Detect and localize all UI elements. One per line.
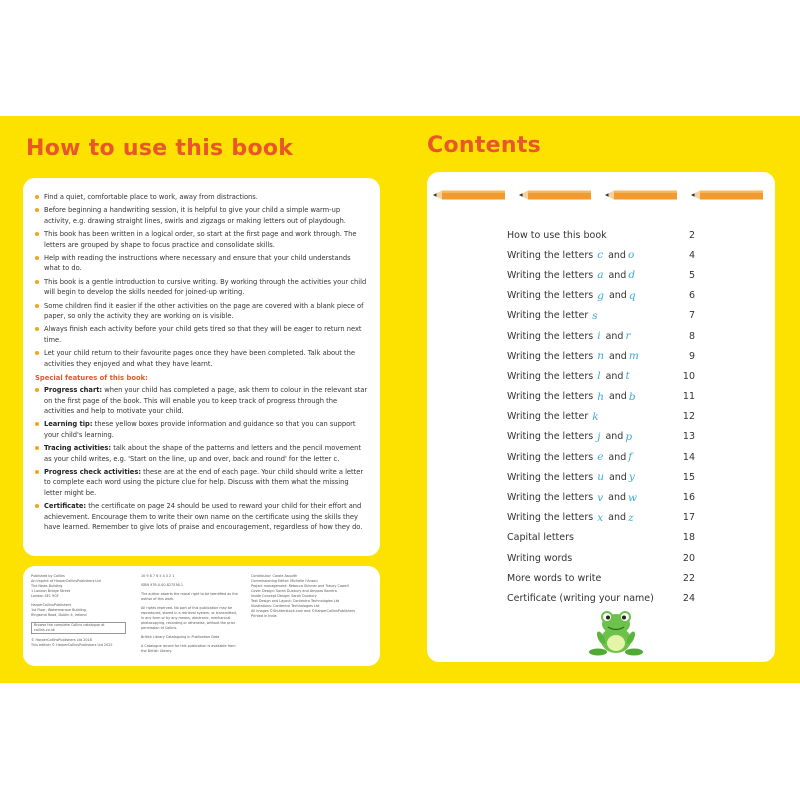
imprint-line: © HarperCollinsPublishers Ltd 2018 — [31, 638, 92, 642]
contents-title-text: Writing the letters — [507, 451, 594, 463]
contents-title — [507, 350, 641, 362]
contents-panel — [427, 172, 775, 662]
cursive-letter: d — [628, 269, 636, 282]
contents-title — [507, 370, 632, 382]
imprint-publisher-lines — [31, 574, 126, 618]
page-number: 18 — [682, 532, 695, 544]
contents-title-text: Writing the letters — [507, 492, 594, 504]
contents-heading: Contents — [427, 133, 542, 158]
contents-and-text: and — [608, 249, 626, 261]
contents-title-text: Writing the letters — [507, 330, 594, 342]
cursive-letter: h — [597, 390, 604, 403]
guidance-item: Let your child return to their favourite pages once they have been completed. Talk about the activities they enjoyed and what they have learnt. — [35, 348, 368, 369]
guidance-item: Help with reading the instructions where necessary and ensure that your child understands what to do. — [35, 253, 368, 274]
contents-title — [507, 269, 637, 281]
contents-title — [507, 411, 601, 423]
guidance-item: Find a quiet, comfortable place to work, away from distractions. — [35, 192, 368, 202]
contents-and-text: and — [608, 492, 627, 504]
cursive-letter: y — [628, 471, 635, 484]
page-number: 4 — [688, 249, 695, 261]
contents-row — [507, 366, 695, 386]
feature-term: Certificate: — [44, 502, 87, 511]
cursive-letter: r — [625, 330, 631, 343]
guidance-list — [23, 178, 380, 369]
cursive-letter: i — [597, 330, 601, 343]
imprint-line: London SE1 9GF — [31, 594, 59, 598]
feature-item — [35, 501, 368, 532]
imprint-line: All images ©Shutterstock.com and ©HarperCollinsPublishers — [251, 609, 356, 613]
feature-text: these are at the end of each page. Your child should write a letter to complete each word using the picture clue for help. Discuss with them what the missing letter might be. — [44, 467, 364, 497]
page-number: 15 — [682, 471, 695, 483]
contents-title-text: Writing the letters — [507, 391, 594, 403]
contents-title-text: Writing the letters — [507, 350, 594, 362]
page-number: 22 — [682, 572, 695, 584]
contents-title-text: Writing the letters — [507, 290, 594, 302]
page-number: 11 — [682, 391, 695, 403]
contents-title — [507, 310, 600, 322]
cursive-letter: t — [625, 370, 630, 383]
imprint-line: The News Building — [31, 584, 63, 588]
contents-title — [507, 512, 636, 524]
contents-row — [507, 387, 695, 407]
feature-item — [35, 467, 368, 498]
contents-title-text: Writing the letters — [507, 471, 594, 483]
page-number: 9 — [688, 350, 695, 362]
cursive-letter: x — [597, 511, 604, 524]
contents-title-text: Writing the letters — [507, 249, 594, 261]
guidance-item: Before beginning a handwriting session, it is helpful to give your child a simple warm-up activity, e.g. drawing straight lines, swirls and zigzags or making letters out of playdough. — [35, 205, 368, 226]
imprint-line: Project management: Rebecca Skinner and Tracey Cowell — [251, 584, 349, 588]
contents-row — [507, 346, 695, 366]
cursive-letter: s — [592, 309, 598, 322]
imprint-line: ISBN 978-0-00-827536-1 — [141, 583, 184, 587]
contents-title-text: Capital letters — [507, 532, 574, 544]
page-number: 2 — [688, 229, 695, 241]
contents-row — [507, 528, 695, 548]
contents-list — [507, 225, 695, 609]
pencil-icon — [605, 189, 677, 201]
contents-row — [507, 265, 695, 285]
page-number: 14 — [682, 451, 695, 463]
imprint-line: Published by Collins — [31, 574, 65, 578]
contents-title — [507, 492, 639, 504]
contents-title-text: More words to write — [507, 572, 602, 584]
imprint-panel — [23, 566, 380, 666]
imprint-line: Cover Design: Sarah Duxbury and Amparo Barrera — [251, 589, 337, 593]
imprint-line: Illustrations: Contentra Technologies Ltd — [251, 604, 320, 608]
imprint-line: 10 9 8 7 6 5 4 3 2 1 — [141, 574, 175, 578]
imprint-line: A Catalogue record for this publication is available from the British Library. — [141, 644, 236, 653]
contents-title-text: Writing the letters — [507, 512, 594, 524]
cursive-letter: z — [628, 511, 634, 524]
feature-text: talk about the shape of the patterns and letters and the pencil movement as your child writes, e.g. 'Start on the line, up and over, back and round' for the letter c. — [44, 444, 361, 463]
cursive-letter: v — [597, 491, 604, 504]
contents-title — [507, 249, 636, 261]
page-number: 12 — [682, 411, 695, 423]
contents-and-text: and — [608, 451, 627, 463]
contents-row — [507, 245, 695, 265]
contents-row — [507, 467, 695, 487]
cursive-letter: f — [628, 451, 633, 464]
contents-title — [507, 451, 634, 463]
imprint-line: HarperCollinsPublishers — [31, 603, 72, 607]
page-number: 10 — [682, 370, 695, 382]
imprint-line: British Library Cataloguing in Publication Data — [141, 635, 220, 639]
contents-and-text: and — [605, 431, 624, 443]
contents-title-text: How to use this book — [507, 229, 607, 241]
cursive-letter: j — [597, 430, 601, 443]
contents-title — [507, 573, 601, 584]
contents-row — [507, 588, 695, 608]
contents-title-text: Writing words — [507, 552, 573, 564]
feature-term: Learning tip: — [44, 420, 93, 429]
contents-title — [507, 553, 572, 564]
pencil-icon — [691, 189, 763, 201]
left-page-heading: How to use this book — [26, 136, 294, 161]
feature-term: Progress chart: — [44, 386, 103, 395]
feature-text: the certificate on page 24 should be used to reward your child for their effort and achievement. Encourage them to write their own name on the certificate using the skills they have learned. Remember to give lots of praise and encouragement, regardless of how they do. — [44, 502, 363, 531]
contents-title-text: Writing the letters — [507, 370, 594, 382]
imprint-line: This edition © HarperCollinsPublishers Ltd 2022 — [31, 643, 113, 647]
contents-and-text: and — [605, 370, 624, 382]
contents-title — [507, 391, 638, 403]
page-number: 6 — [688, 290, 695, 302]
imprint-line: 1st Floor, Watermarque Building, — [31, 608, 87, 612]
contents-row — [507, 508, 695, 528]
cursive-letter: e — [597, 451, 604, 464]
feature-term: Tracing activities: — [44, 444, 112, 453]
cursive-letter: l — [597, 370, 601, 383]
imprint-line: Text Design and Layout: Contentra Technologies Ltd — [251, 599, 340, 603]
cursive-letter: g — [597, 289, 604, 302]
contents-row — [507, 407, 695, 427]
contents-title — [507, 593, 654, 604]
page-number: 8 — [688, 330, 695, 342]
imprint-line: Printed in India — [251, 614, 277, 618]
page-number: 7 — [688, 310, 695, 322]
contents-title — [507, 532, 574, 543]
feature-text: these yellow boxes provide information and guidance so that you can support your child's learning. — [44, 420, 356, 439]
feature-text: when your child has completed a page, ask them to colour in the relevant star on the first page of the book. This will enable you to keep track of progress through the activities and help to motivate your child. — [44, 386, 368, 415]
page-number: 20 — [682, 552, 695, 564]
cursive-letter: n — [597, 350, 604, 363]
cursive-letter: p — [625, 430, 633, 443]
imprint-publisher-column — [31, 574, 126, 648]
cursive-letter: m — [628, 350, 639, 363]
imprint-line: An imprint of HarperCollinsPublishers Ltd — [31, 579, 101, 583]
imprint-copyright-lines — [31, 638, 126, 648]
cursive-letter: q — [628, 289, 636, 302]
page-number: 5 — [688, 269, 695, 281]
guidance-item: This book is a gentle introduction to cursive writing. By working through the activities your child will begin to develop the skills needed for joined-up writing. — [35, 277, 368, 298]
cursive-letter: a — [597, 269, 604, 282]
special-features-heading: Special features of this book: — [35, 374, 148, 383]
imprint-line: 1 London Bridge Street — [31, 589, 71, 593]
contents-title-text: Writing the letters — [507, 431, 594, 443]
contents-title — [507, 471, 637, 483]
page-number: 16 — [682, 492, 695, 504]
contents-row — [507, 225, 695, 245]
contents-title-text: Writing the letter — [507, 411, 589, 423]
imprint-rights-column — [141, 574, 239, 654]
contents-and-text: and — [608, 269, 627, 281]
contents-row — [507, 306, 695, 326]
feature-item — [35, 443, 368, 464]
guidance-item: Always finish each activity before your child gets tired so that they will be eager to return next time. — [35, 324, 368, 345]
imprint-line: All rights reserved. No part of this publication may be reproduced, stored in a retrieval system, or transmitted, in any form or by any means, electronic, mechanical, photocopying, recording or otherwise, without the prior permission of Collins. — [141, 606, 237, 630]
cursive-letter: c — [597, 249, 604, 262]
contents-and-text: and — [608, 391, 627, 403]
contents-title — [507, 290, 638, 302]
contents-row — [507, 286, 695, 306]
contents-row — [507, 568, 695, 588]
contents-title-text: Writing the letter — [507, 310, 589, 322]
feature-item — [35, 419, 368, 440]
page-number: 24 — [682, 592, 695, 604]
instructions-panel — [23, 178, 380, 556]
guidance-item: This book has been written in a logical order, so start at the first page and work through. The letters are grouped by shape to focus practice and consolidate skills. — [35, 229, 368, 250]
frog-icon — [589, 610, 643, 658]
catalogue-note: Browse the complete Collins catalogue at collins.co.uk — [31, 622, 126, 634]
cursive-letter: o — [627, 249, 635, 262]
contents-row — [507, 326, 695, 346]
contents-row — [507, 427, 695, 447]
contents-title — [507, 330, 632, 342]
contents-title-text: Certificate (writing your name) — [507, 592, 654, 604]
feature-item — [35, 385, 368, 416]
contents-row — [507, 548, 695, 568]
pencil-icon — [519, 189, 591, 201]
guidance-item: Some children find it easier if the other activities on the page are covered with a blank piece of paper, so only the activity they are working on is visible. — [35, 301, 368, 322]
imprint-line: Ringsend Road, Dublin 4, Ireland — [31, 613, 87, 617]
cursive-letter: u — [597, 471, 604, 484]
contents-title-text: Writing the letters — [507, 269, 594, 281]
cursive-letter: k — [592, 410, 599, 423]
pencil-icon — [433, 189, 505, 201]
imprint-line: Commissioning Editor: Michelle I'Anson — [251, 579, 318, 583]
features-list — [23, 385, 380, 532]
contents-and-text: and — [608, 512, 626, 524]
feature-term: Progress check activities: — [44, 467, 142, 476]
page-number: 17 — [682, 512, 695, 524]
imprint-line: The author asserts the moral right to be identified as the author of this work. — [141, 592, 238, 601]
contents-row — [507, 447, 695, 467]
contents-and-text: and — [608, 290, 627, 302]
contents-row — [507, 487, 695, 507]
contents-and-text: and — [608, 350, 627, 362]
cursive-letter: b — [628, 390, 636, 403]
cursive-letter: w — [628, 491, 638, 504]
imprint-line: Inside Concept Design: Sarah Duxbury — [251, 594, 317, 598]
imprint-credits-column — [251, 574, 373, 619]
contents-and-text: and — [608, 471, 627, 483]
imprint-line: Contributor: Carole Asquith — [251, 574, 298, 578]
page-number: 13 — [682, 431, 695, 443]
contents-title — [507, 431, 634, 443]
contents-title — [507, 230, 607, 241]
contents-and-text: and — [605, 330, 624, 342]
